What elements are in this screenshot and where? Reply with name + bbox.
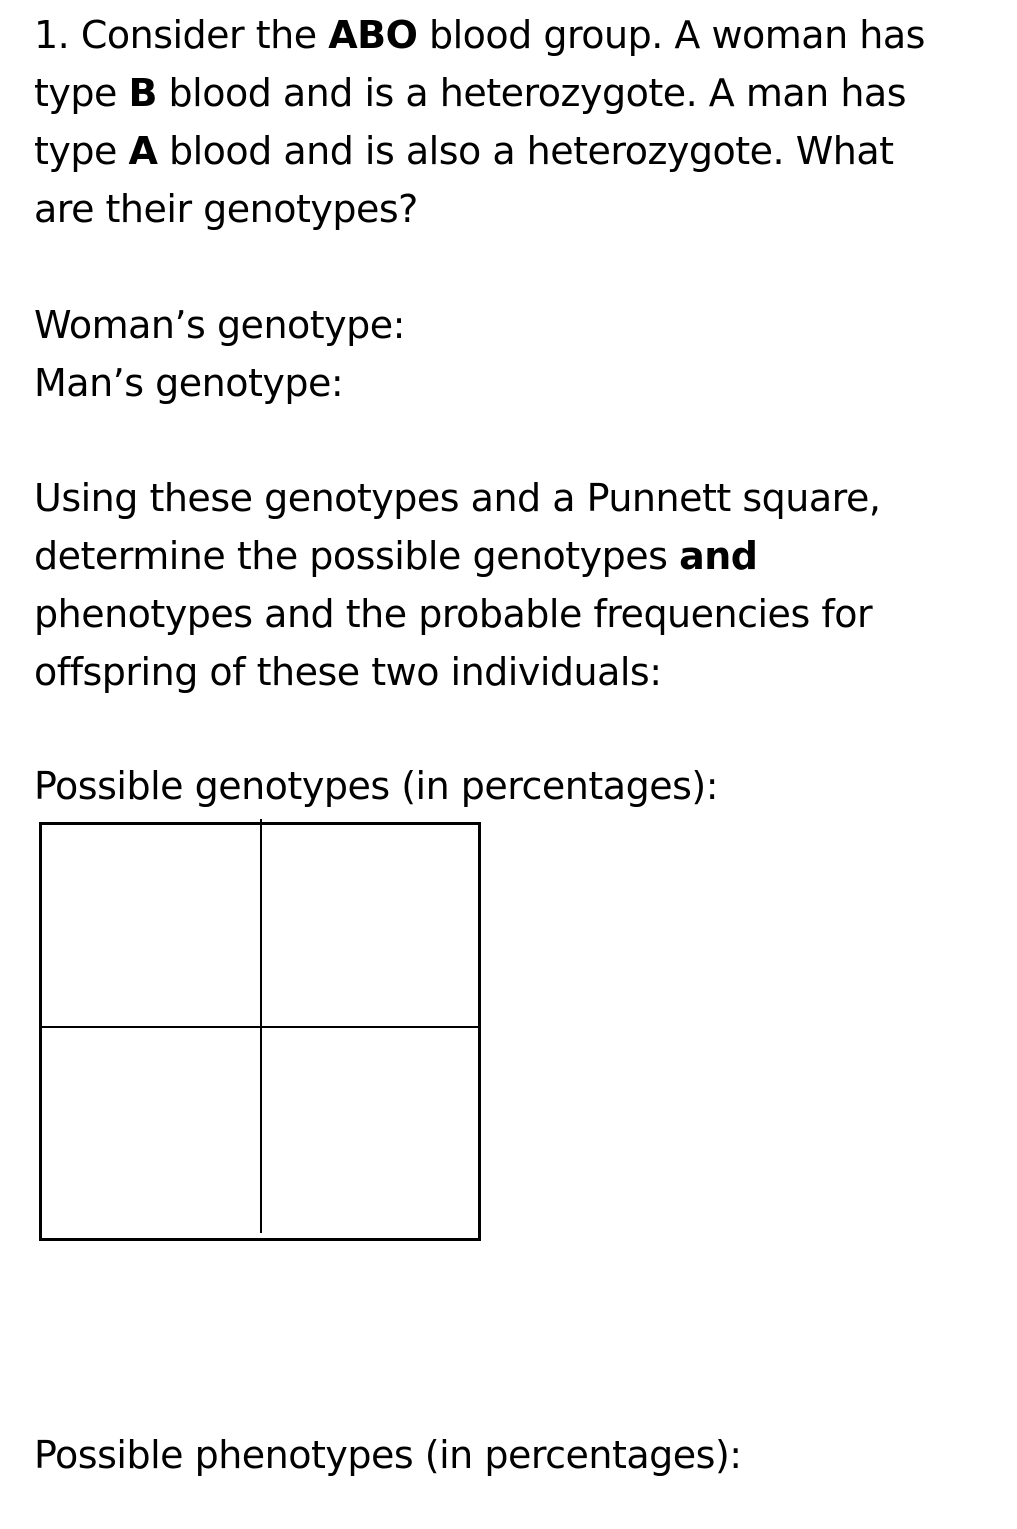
punnett-cell-bottom-right[interactable] bbox=[262, 1028, 478, 1238]
instructions-line-1: Using these genotypes and a Punnett square, bbox=[34, 476, 881, 520]
punnett-square bbox=[39, 822, 481, 1241]
abo-bold-term: ABO bbox=[328, 13, 418, 57]
woman-genotype-label: Woman’s genotype: bbox=[34, 303, 405, 347]
question-text bbox=[34, 6, 925, 238]
punnett-horizontal-divider bbox=[42, 1026, 478, 1028]
punnett-cell-top-right[interactable] bbox=[262, 825, 478, 1026]
question-line-1-post: blood group. A woman has bbox=[417, 13, 925, 57]
question-line-3-pre: type bbox=[34, 129, 129, 173]
genotype-answer-labels bbox=[34, 296, 405, 412]
question-line-2-post: blood and is a heterozygote. A man has bbox=[156, 71, 906, 115]
question-line-1-pre: 1. Consider the bbox=[34, 13, 329, 57]
instructions-line-2-pre: determine the possible genotypes bbox=[34, 534, 680, 578]
instructions-line-3: phenotypes and the probable frequencies for bbox=[34, 592, 873, 636]
question-line-3 bbox=[34, 122, 925, 180]
possible-genotypes-heading: Possible genotypes (in percentages): bbox=[34, 764, 718, 808]
blood-type-a-bold: A bbox=[128, 129, 158, 173]
punnett-cell-bottom-left[interactable] bbox=[42, 1028, 260, 1238]
possible-phenotypes-heading: Possible phenotypes (in percentages): bbox=[34, 1433, 742, 1477]
instructions-line-4: offspring of these two individuals: bbox=[34, 650, 662, 694]
question-line-1 bbox=[34, 6, 925, 64]
question-line-2-pre: type bbox=[34, 71, 129, 115]
instructions-text bbox=[34, 469, 880, 701]
instructions-line-2 bbox=[34, 527, 880, 585]
punnett-cell-top-left[interactable] bbox=[42, 825, 260, 1026]
blood-type-b-bold: B bbox=[128, 71, 157, 115]
question-line-2 bbox=[34, 64, 925, 122]
man-genotype-label: Man’s genotype: bbox=[34, 361, 344, 405]
question-line-4: are their genotypes? bbox=[34, 187, 418, 231]
question-line-3-post: blood and is also a heterozygote. What bbox=[157, 129, 894, 173]
and-bold-term: and bbox=[679, 534, 758, 578]
